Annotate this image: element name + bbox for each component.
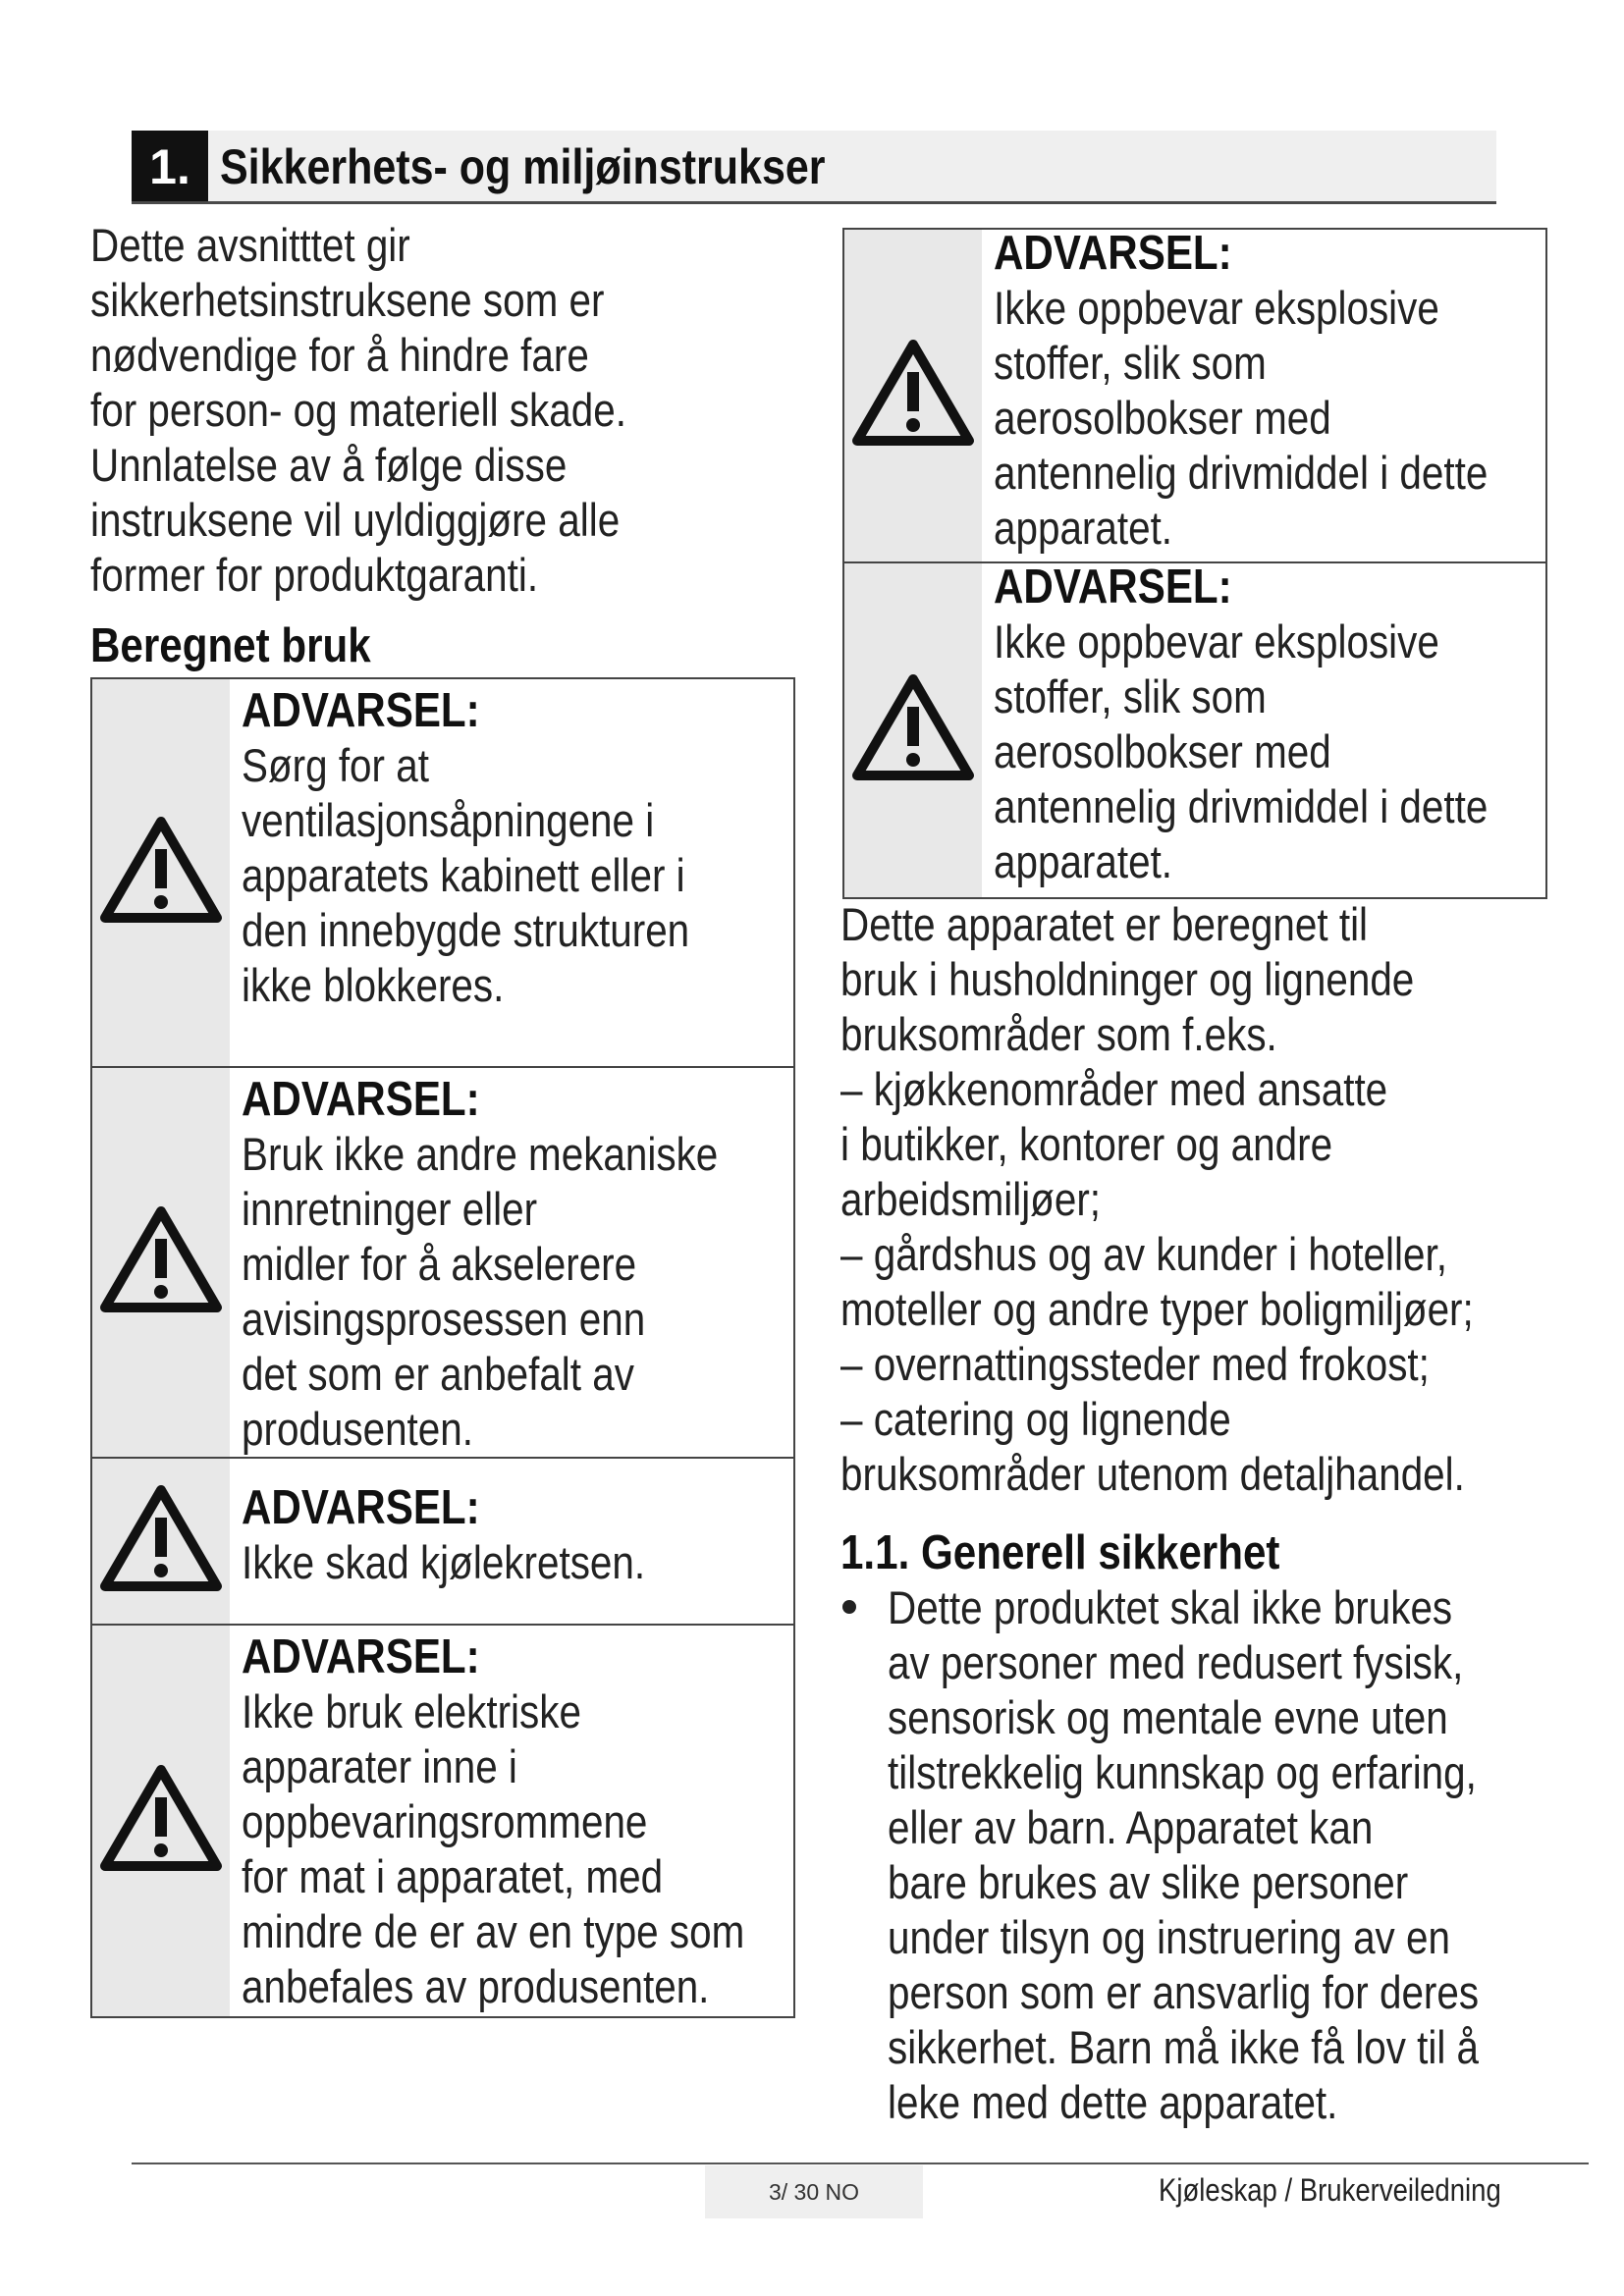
usage-paragraph: Dette apparatet er beregnet til bruk i husholdninger og lignende bruksområder som f.eks. – kjøkkenområder med ansatte i butikker, kontorer og andre arbeidsmiljøer; – gårdshus og av kunder i hoteller, moteller og andre typer boligmiljøer; – overnattingssteder med frokost; – catering og lignende bruksområder utenom detaljhandel. <box>840 898 1474 1500</box>
chapter-number: 1. <box>132 131 208 201</box>
warning-title: ADVARSEL: <box>242 684 480 737</box>
warning-box-ventilation: ADVARSEL: Sørg for at ventilasjonsåpningene i apparatets kabinett eller i den innebygde strukturen ikke blokkeres. <box>90 677 795 1068</box>
bullet-icon <box>842 1600 856 1614</box>
warning-title: ADVARSEL: <box>242 1630 480 1683</box>
warning-triangle-icon <box>99 1205 223 1315</box>
warning-title: ADVARSEL: <box>994 561 1232 614</box>
warning-triangle-icon <box>851 673 975 783</box>
general-safety-heading: 1.1. Generell sikkerhet <box>840 1526 1280 1579</box>
warning-box-explosive-2: ADVARSEL: Ikke oppbevar eksplosive stoffer, slik som aerosolbokser med antennelig drivmiddel i dette apparatet. <box>842 563 1547 899</box>
warning-triangle-icon <box>99 816 223 926</box>
warning-title: ADVARSEL: <box>242 1073 480 1126</box>
warning-title: ADVARSEL: <box>242 1481 480 1534</box>
warning-box-electrical: ADVARSEL: Ikke bruk elektriske apparater inne i oppbevaringsrommene for mat i apparatet, med mindre de er av en type som anbefales av produsenten. <box>90 1626 795 2018</box>
footer-title: Kjøleskap / Brukerveiledning <box>1159 2172 1501 2208</box>
warning-title: ADVARSEL: <box>994 227 1232 280</box>
chapter-header <box>132 131 1496 204</box>
page-number: 3/ 30 NO <box>705 2165 923 2218</box>
warning-box-defrost: ADVARSEL: Bruk ikke andre mekaniske innretninger eller midler for å akselerere avisingsprosessen enn det som er anbefalt av produsenten. <box>90 1068 795 1459</box>
warning-triangle-icon <box>99 1484 223 1594</box>
footer-divider <box>132 2163 1589 2164</box>
warning-triangle-icon <box>851 339 975 449</box>
warning-box-refrigerant: ADVARSEL: Ikke skad kjølekretsen. <box>90 1459 795 1626</box>
warning-box-explosive-1: ADVARSEL: Ikke oppbevar eksplosive stoffer, slik som aerosolbokser med antennelig drivmiddel i dette apparatet. <box>842 228 1547 563</box>
intro-paragraph: Dette avsnitttet gir sikkerhetsinstruksene som er nødvendige for å hindre fare for person- og materiell skade. Unnlatelse av å følge disse instruksene vil uyldiggjøre alle former for produktgaranti. <box>90 219 626 601</box>
warning-triangle-icon <box>99 1764 223 1874</box>
intended-use-heading: Beregnet bruk <box>90 619 371 672</box>
chapter-title: Sikkerhets- og miljøinstrukser <box>220 139 826 194</box>
general-safety-bullet: Dette produktet skal ikke brukes av personer med redusert fysisk, sensorisk og mentale evne uten tilstrekkelig kunnskap og erfaring, eller av barn. Apparatet kan bare brukes av slike personer under tilsyn og instruering av en person som er ansvarlig for deres sikkerhet. Barn må ikke få lov til å leke med dette apparatet. <box>888 1581 1480 2128</box>
